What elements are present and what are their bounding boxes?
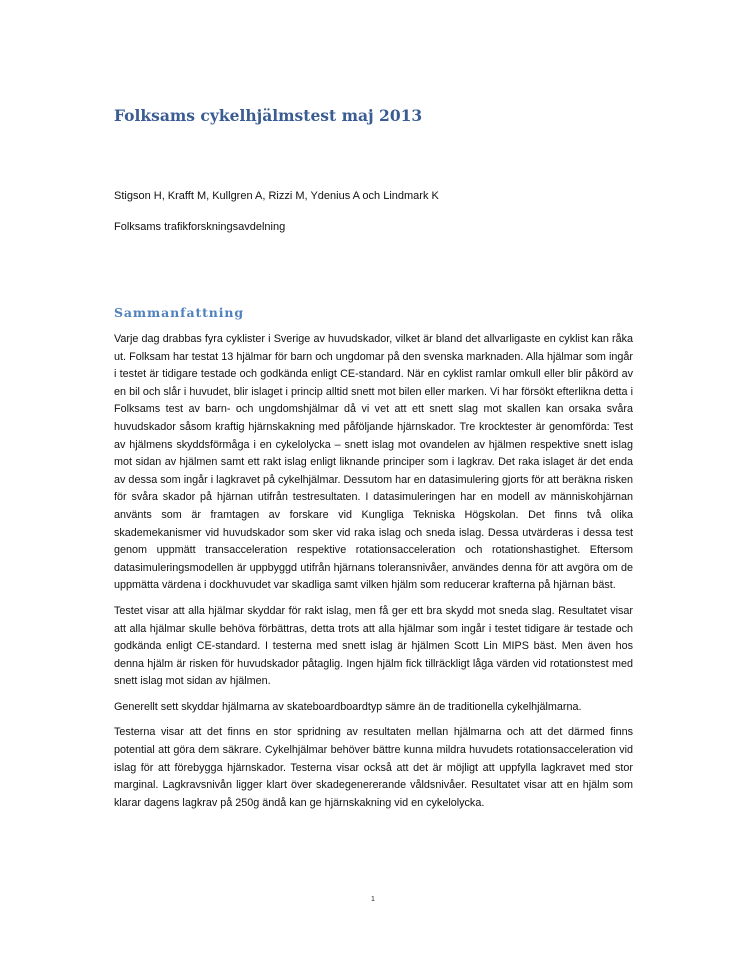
summary-paragraph-1: Varje dag drabbas fyra cyklister i Sverige av huvudskador, vilket är bland det allvarligaste en cyklist kan råka ut. Folksam har testat 13 hjälmar för barn och ungdomar på den svenska marknaden. Alla hjälmar som ingår i testet är tidigare testade och godkända enligt CE-standard. När en cyklist ramlar omkull eller blir påkörd av en bil och slår i huvudet, blir islaget i princip alltid snett mot bilen eller marken. Vi har försökt efterlikna detta i Folksams test av barn- och ungdomshjälmar då vi vet att ett snett slag mot skallen kan orsaka svåra huvudskador såsom kraftig hjärnskakning med påföljande hjärnskador. Tre krocktester är genomförda: Test av hjälmens skyddsförmåga i en cykelolycka – snett islag mot ovandelen av hjälmen respektive snett islag mot sidan av hjälmen samt ett rakt islag enligt liknande principer som i lagkrav. Det raka islaget är det enda av dessa som ingår i lagkravet på cykelhjälmar. Dessutom har en datasimulering gjorts för att beräkna risken för svåra skador på hjärnan utifrån testresultaten. I datasimuleringen har en modell av människohjärnan använts som är framtagen av forskare vid Kungliga Tekniska Högskolan. Det finns två olika skademekanismer vid huvudskador som sker vid raka islag och sneda islag. Dessa utvärderas i dessa test genom uppmätt transacceleration respektive rotationsacceleration och rotationshastighet. Eftersom datasimuleringsmodellen är uppbyggd utifrån hjärnans toleransnivåer, användes denna för att avgöra om de uppmätta värdena i dockhuvudet var skadliga samt vilken hjälm som reducerar krafterna på hjärnan bäst.: [114, 333, 633, 592]
department-line: Folksams trafikforskningsavdelning: [114, 221, 286, 233]
summary-body: [114, 331, 633, 820]
page-number: 1: [371, 896, 375, 903]
authors-line: Stigson H, Krafft M, Kullgren A, Rizzi M, Ydenius A och Lindmark K: [114, 190, 439, 202]
section-heading-summary: Sammanfattning: [114, 305, 245, 320]
summary-paragraph-3: Generellt sett skyddar hjälmarna av skateboardboardtyp sämre än de traditionella cykelhjälmarna.: [114, 700, 582, 713]
summary-paragraph-2: Testet visar att alla hjälmar skyddar för rakt islag, men få ger ett bra skydd mot sneda slag. Resultatet visar att alla hjälmar skulle behöva förbättras, detta trots att alla hjälmar som ingår i testet tidigare är testade och godkända enligt CE-standard. I testerna med snett islag är hjälmen Scott Lin MIPS bäst. Men även hos denna hjälm är risken för huvudskador påtaglig. Ingen hjälm fick tillräckligt låga värden vid rotationstest med snett islag mot sidan av hjälmen.: [114, 604, 633, 688]
summary-paragraph-4: Testerna visar att det finns en stor spridning av resultaten mellan hjälmarna och att det därmed finns potential att göra dem säkrare. Cykelhjälmar behöver bättre kunna mildra huvudets rotationsacceleration vid islag för att förebygga hjärnskador. Testerna visar också att det är möjligt att uppfylla lagkravet med stor marginal. Lagkravsnivån ligger klart över skadegenererande våldsnivåer. Resultatet visar att en hjälm som klarar dagens lagkrav på 250g ändå kan ge hjärnskakning vid en cykelolycka.: [114, 726, 633, 809]
document-title: Folksams cykelhjälmstest maj 2013: [114, 106, 423, 125]
